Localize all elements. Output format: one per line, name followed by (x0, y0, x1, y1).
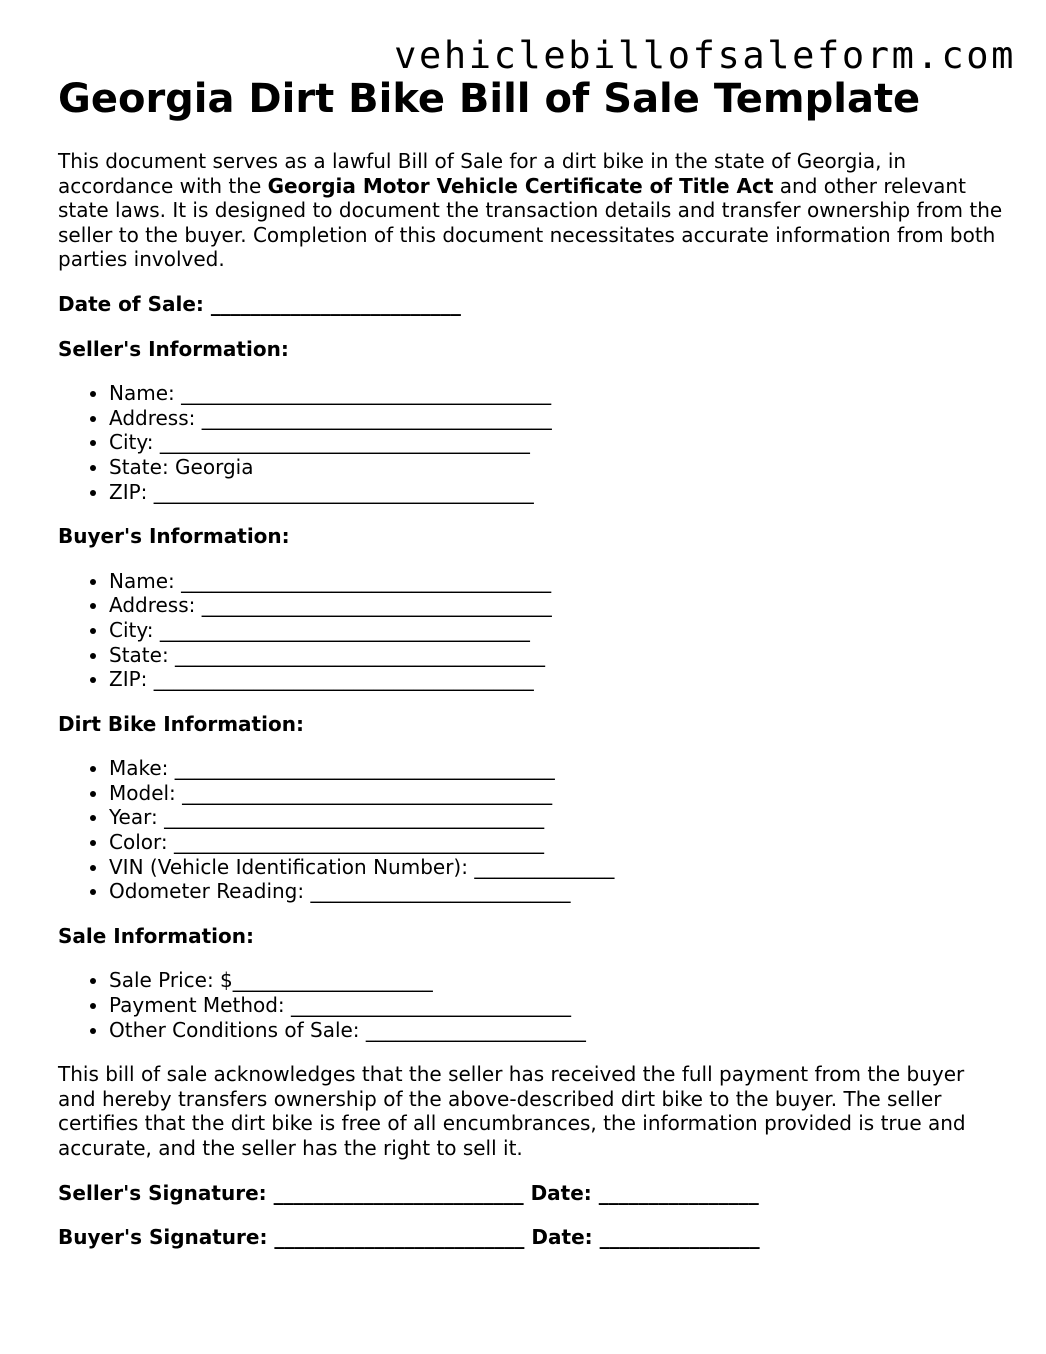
seller-signature-line (58, 1181, 1008, 1206)
site-watermark: vehiclebillofsaleform.com (394, 34, 1016, 77)
bike-make-field: • Make: ______________________________________ (109, 756, 1008, 781)
buyer-address-field: • Address: ___________________________________ (109, 593, 1008, 618)
buyer-signature-date: Date: ________________ (531, 1225, 760, 1250)
buyer-state-field: • State: _____________________________________ (109, 643, 1008, 668)
seller-signature-date: Date: ________________ (530, 1180, 759, 1205)
intro-text-1: This document serves as a lawful Bill of Sale for a dirt bike in the state of Georgia, in accordance with the (58, 149, 907, 198)
bike-list (58, 756, 1008, 904)
seller-city-field: • City: _____________________________________ (109, 430, 1008, 455)
bike-vin-field: • VIN (Vehicle Identification Number): ______________ (109, 855, 1008, 880)
buyer-heading: Buyer's Information: (58, 524, 290, 549)
intro-paragraph (58, 149, 1008, 272)
closing-paragraph: This bill of sale acknowledges that the seller has received the full payment from the buyer and hereby transfers ownership of the above-described dirt bike to the buyer. The seller certifies that the dirt bike is free of all encumbrances, the information provided is true and accurate, and the seller has the right to sell it. (58, 1062, 966, 1160)
sale-price-field: • Sale Price: $____________________ (109, 968, 1008, 993)
sale-list (58, 968, 1008, 1042)
document-title: Georgia Dirt Bike Bill of Sale Template (58, 76, 921, 122)
seller-signature-label: Seller's Signature: _________________________ (58, 1180, 524, 1205)
other-conditions-field: • Other Conditions of Sale: ______________________ (109, 1018, 1008, 1043)
buyer-signature-line (58, 1225, 1008, 1250)
payment-method-field: • Payment Method: ____________________________ (109, 993, 1008, 1018)
bike-color-field: • Color: _____________________________________ (109, 830, 1008, 855)
seller-state-field: • State: Georgia (109, 455, 1008, 480)
date-of-sale-field: Date of Sale: _________________________ (58, 291, 461, 316)
bike-heading: Dirt Bike Information: (58, 711, 304, 736)
seller-heading: Seller's Information: (58, 336, 289, 361)
seller-zip-field: • ZIP: ______________________________________ (109, 480, 1008, 505)
buyer-list (58, 569, 1008, 692)
buyer-signature-label: Buyer's Signature: _________________________ (58, 1225, 525, 1250)
document-body (58, 70, 1008, 1250)
seller-address-field: • Address: ___________________________________ (109, 406, 1008, 431)
buyer-name-field: • Name: _____________________________________ (109, 569, 1008, 594)
bike-odometer-field: • Odometer Reading: __________________________ (109, 879, 1008, 904)
intro-act-name: Georgia Motor Vehicle Certificate of Title Act (267, 173, 774, 198)
seller-list (58, 381, 1008, 504)
seller-name-field: • Name: _____________________________________ (109, 381, 1008, 406)
sale-heading: Sale Information: (58, 923, 254, 948)
buyer-city-field: • City: _____________________________________ (109, 618, 1008, 643)
bike-model-field: • Model: _____________________________________ (109, 781, 1008, 806)
bike-year-field: • Year: ______________________________________ (109, 805, 1008, 830)
intro-text-2: and other relevant state laws. It is designed to document the transaction details and transfer ownership from the seller to the buyer. Completion of this document necessitates accurate information from both parties involved. (58, 173, 1003, 272)
buyer-zip-field: • ZIP: ______________________________________ (109, 667, 1008, 692)
